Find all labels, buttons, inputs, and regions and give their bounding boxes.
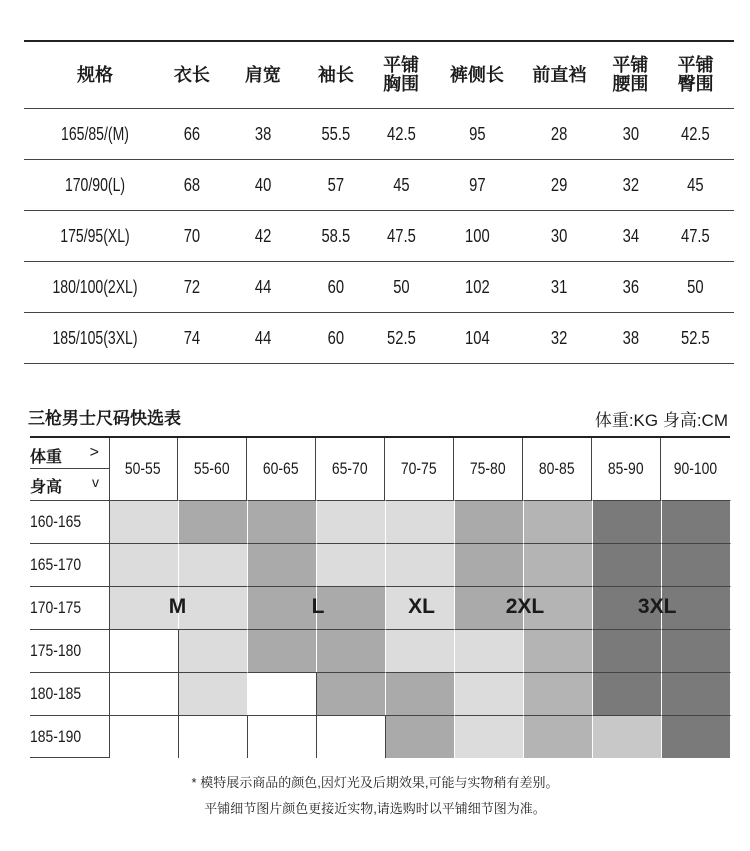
column-header-line: 胸围 bbox=[383, 74, 420, 94]
table-body bbox=[24, 109, 734, 364]
size-zone-label: XL bbox=[408, 595, 435, 618]
height-range-label: 160-165 bbox=[30, 512, 82, 531]
size-grid-cell bbox=[386, 500, 455, 543]
size-label-cell: 180/100(2XL) bbox=[52, 276, 138, 297]
measurement-cell: 38 bbox=[622, 327, 639, 348]
column-header-line: 规格 bbox=[77, 64, 113, 85]
size-zone-label: 3XL bbox=[637, 595, 677, 618]
table-row bbox=[24, 160, 734, 211]
size-grid-cell bbox=[248, 500, 317, 543]
size-grid-cell bbox=[662, 672, 731, 715]
size-label-cell: 165/85/(M) bbox=[61, 123, 129, 144]
column-header-line: 裤侧长 bbox=[449, 64, 504, 85]
measurement-cell: 68 bbox=[183, 174, 201, 195]
size-label-cell: 175/95(XL) bbox=[60, 225, 130, 246]
measurement-cell: 100 bbox=[464, 225, 490, 246]
column-header-line: 衣长 bbox=[173, 64, 210, 85]
measurement-cell: 57 bbox=[327, 174, 345, 195]
column-header-line: 腰围 bbox=[612, 74, 649, 94]
size-grid-cell bbox=[248, 586, 317, 629]
size-label-cell: 185/105(3XL) bbox=[52, 327, 138, 348]
measurement-cell: 28 bbox=[551, 123, 568, 144]
column-header-line: 臀围 bbox=[677, 74, 714, 94]
column-header-line: 平铺 bbox=[677, 55, 714, 75]
height-axis-label: 身高 bbox=[30, 479, 63, 496]
column-header bbox=[604, 56, 658, 94]
measurement-cell: 97 bbox=[468, 174, 486, 195]
table-row bbox=[24, 262, 734, 313]
size-grid-cell bbox=[455, 672, 524, 715]
weight-column-header bbox=[247, 438, 316, 500]
height-row-header bbox=[30, 715, 109, 758]
grid-corner-header bbox=[30, 438, 110, 500]
table-row bbox=[24, 109, 734, 160]
measurement-cell: 55.5 bbox=[321, 123, 351, 144]
measurement-cell: 31 bbox=[551, 276, 568, 297]
height-row-header bbox=[30, 672, 109, 715]
weight-column-header bbox=[178, 438, 247, 500]
column-header-line: 平铺 bbox=[612, 55, 649, 75]
size-grid-cell bbox=[524, 715, 593, 758]
height-range-label: 165-170 bbox=[30, 555, 82, 574]
size-zone-label: M bbox=[168, 595, 187, 618]
measurement-cell: 47.5 bbox=[681, 225, 710, 246]
size-grid-cell bbox=[179, 586, 248, 629]
measurement-cell: 29 bbox=[551, 174, 568, 195]
size-grid-cell bbox=[179, 672, 248, 715]
size-zone-label: 2XL bbox=[505, 595, 545, 618]
measurement-cell: 60 bbox=[327, 276, 345, 297]
measurement-cell: 70 bbox=[183, 225, 201, 246]
column-header-line: 肩宽 bbox=[244, 64, 281, 85]
size-grid-cell bbox=[662, 715, 731, 758]
size-grid-cell bbox=[110, 500, 179, 543]
measurement-cell: 50 bbox=[392, 276, 410, 297]
measurement-cell: 30 bbox=[551, 225, 568, 246]
weight-column-header bbox=[385, 438, 454, 500]
weight-range-label: 75-80 bbox=[470, 459, 506, 478]
size-grid-cell bbox=[110, 715, 179, 758]
size-grid-cell bbox=[317, 543, 386, 586]
column-header bbox=[24, 66, 166, 85]
measurement-cell: 44 bbox=[254, 276, 272, 297]
measurement-cell: 38 bbox=[254, 123, 272, 144]
weight-range-label: 50-55 bbox=[125, 459, 161, 478]
measurement-cell: 32 bbox=[551, 327, 568, 348]
size-grid-cell bbox=[593, 672, 662, 715]
size-grid-cell bbox=[524, 672, 593, 715]
weight-range-label: 85-90 bbox=[608, 459, 644, 478]
column-header-line: 前直裆 bbox=[532, 64, 587, 85]
weight-range-label: 60-65 bbox=[263, 459, 299, 478]
height-range-label: 180-185 bbox=[30, 684, 82, 703]
size-grid-cell bbox=[248, 672, 317, 715]
measurement-cell: 74 bbox=[183, 327, 201, 348]
size-grid-cell bbox=[593, 715, 662, 758]
size-grid-cell bbox=[110, 672, 179, 715]
size-grid-cell bbox=[179, 715, 248, 758]
corner-divider bbox=[30, 468, 109, 469]
weight-range-label: 80-85 bbox=[539, 459, 575, 478]
measurement-cell: 45 bbox=[392, 174, 410, 195]
size-grid-cell bbox=[662, 543, 731, 586]
size-grid-cell bbox=[593, 629, 662, 672]
size-grid-cell bbox=[386, 629, 455, 672]
size-grid-cell bbox=[593, 500, 662, 543]
measurement-cell: 52.5 bbox=[681, 327, 710, 348]
measurement-cell: 47.5 bbox=[386, 225, 416, 246]
size-grid-cell bbox=[662, 629, 731, 672]
measurement-cell: 95 bbox=[468, 123, 486, 144]
weight-column-header bbox=[109, 438, 178, 500]
chevron-down-icon: v bbox=[92, 474, 99, 490]
column-header bbox=[515, 66, 603, 85]
column-header-line: 平铺 bbox=[383, 55, 420, 75]
measurement-cell: 72 bbox=[183, 276, 201, 297]
measurement-cell: 34 bbox=[622, 225, 639, 246]
column-header bbox=[657, 56, 734, 94]
size-grid-cell bbox=[524, 543, 593, 586]
measurement-cell: 32 bbox=[622, 174, 639, 195]
disclaimer-note-2: 平铺细节图片颜色更接近实物,请选购时以平铺细节图为准。 bbox=[204, 801, 546, 816]
measurement-cell: 66 bbox=[183, 123, 201, 144]
weight-range-label: 65-70 bbox=[332, 459, 368, 478]
measurement-cell: 30 bbox=[622, 123, 639, 144]
weight-column-header bbox=[661, 438, 730, 500]
column-header bbox=[308, 66, 364, 85]
measurement-cell: 44 bbox=[254, 327, 272, 348]
size-grid-cell bbox=[386, 672, 455, 715]
size-grid-cell bbox=[248, 543, 317, 586]
weight-column-header bbox=[454, 438, 523, 500]
size-grid-cell bbox=[455, 629, 524, 672]
height-row-header bbox=[30, 586, 109, 629]
height-row-header bbox=[30, 543, 109, 586]
measurement-cell: 40 bbox=[254, 174, 272, 195]
table-header-row bbox=[24, 42, 734, 109]
size-grid-cell bbox=[455, 715, 524, 758]
column-header bbox=[166, 66, 218, 85]
quick-chart-units: 体重:KG 身高:CM bbox=[594, 411, 728, 430]
measurement-cell: 42.5 bbox=[681, 123, 710, 144]
height-row-header bbox=[30, 629, 109, 672]
weight-column-header bbox=[592, 438, 661, 500]
size-zone-label: L bbox=[311, 595, 325, 618]
size-grid-cell bbox=[386, 715, 455, 758]
measurement-cell: 42 bbox=[254, 225, 272, 246]
weight-column-header bbox=[523, 438, 592, 500]
measurement-cell: 36 bbox=[622, 276, 639, 297]
size-grid-cell bbox=[524, 500, 593, 543]
height-range-label: 170-175 bbox=[30, 598, 82, 617]
size-grid-cell bbox=[317, 629, 386, 672]
size-quick-grid bbox=[30, 436, 730, 758]
weight-axis-label: 体重 bbox=[30, 449, 63, 466]
column-header bbox=[364, 56, 439, 94]
height-row-header bbox=[30, 500, 109, 543]
measurement-cell: 60 bbox=[327, 327, 345, 348]
size-grid-cell bbox=[524, 629, 593, 672]
disclaimer-note-1: * 模特展示商品的颜色,因灯光及后期效果,可能与实物稍有差别。 bbox=[191, 775, 559, 790]
measurement-cell: 104 bbox=[464, 327, 490, 348]
weight-column-header bbox=[316, 438, 385, 500]
size-grid-cell bbox=[317, 586, 386, 629]
size-grid-cell bbox=[110, 629, 179, 672]
measurement-cell: 45 bbox=[687, 174, 704, 195]
weight-range-label: 55-60 bbox=[194, 459, 230, 478]
size-grid-cell bbox=[386, 543, 455, 586]
chevron-right-icon: > bbox=[89, 444, 99, 461]
measurement-cell: 42.5 bbox=[386, 123, 416, 144]
quick-chart-title: 三枪男士尺码快选表 bbox=[28, 409, 181, 428]
column-header-line: 袖长 bbox=[317, 64, 354, 85]
size-grid-cell bbox=[317, 715, 386, 758]
size-grid-cell bbox=[593, 543, 662, 586]
size-grid-cell bbox=[179, 629, 248, 672]
measurement-cell: 50 bbox=[687, 276, 704, 297]
size-grid-cell bbox=[317, 500, 386, 543]
measurement-cell: 58.5 bbox=[321, 225, 351, 246]
height-range-label: 175-180 bbox=[30, 641, 82, 660]
measurement-cell: 52.5 bbox=[386, 327, 416, 348]
size-grid-cell bbox=[248, 629, 317, 672]
table-row bbox=[24, 313, 734, 364]
column-header bbox=[439, 66, 516, 85]
size-grid-cell bbox=[248, 715, 317, 758]
size-label-cell: 170/90(L) bbox=[64, 174, 126, 195]
weight-range-label: 70-75 bbox=[401, 459, 437, 478]
column-header bbox=[218, 66, 308, 85]
height-range-label: 185-190 bbox=[30, 727, 82, 746]
weight-range-label: 90-100 bbox=[673, 459, 718, 478]
size-grid-cell bbox=[455, 500, 524, 543]
size-grid-cell bbox=[179, 543, 248, 586]
size-spec-table bbox=[24, 40, 734, 364]
size-grid-cell bbox=[455, 543, 524, 586]
table-row bbox=[24, 211, 734, 262]
size-grid-cell bbox=[179, 500, 248, 543]
measurement-cell: 102 bbox=[464, 276, 490, 297]
size-grid-cell bbox=[662, 500, 731, 543]
size-grid-cell bbox=[317, 672, 386, 715]
size-grid-cell bbox=[110, 543, 179, 586]
